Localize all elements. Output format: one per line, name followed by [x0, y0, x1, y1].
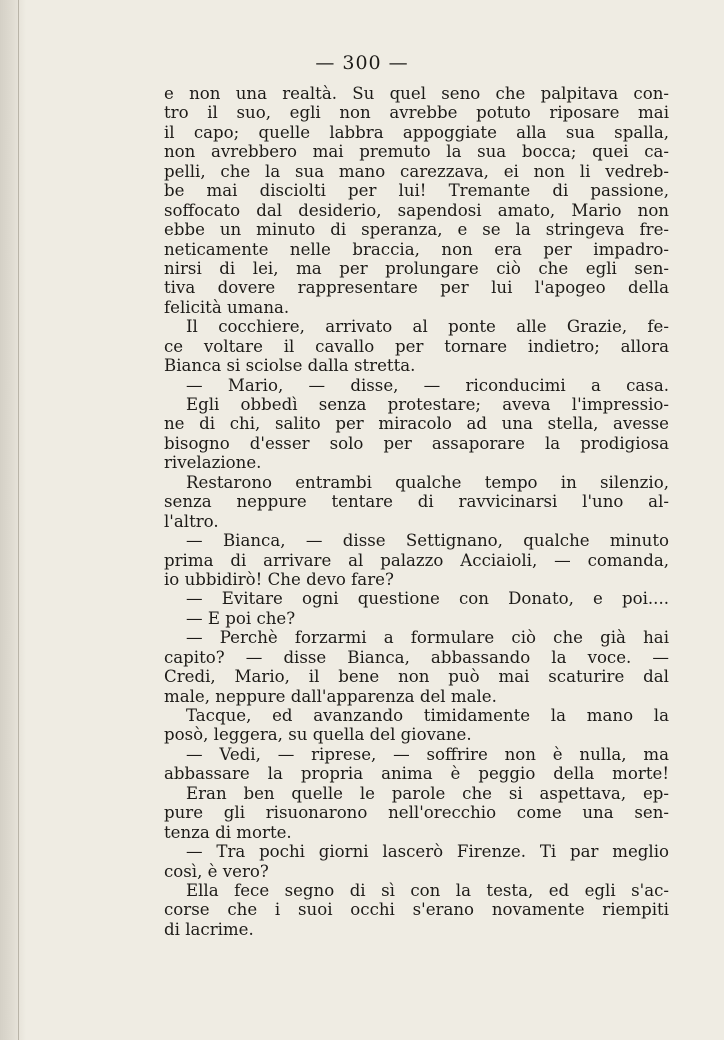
text-line: Il cocchiere, arrivato al ponte alle Grazie, fe- — [186, 317, 669, 337]
text-line: — Bianca, — disse Settignano, qualche minuto — [186, 531, 669, 551]
text-line: Eran ben quelle le parole che si aspettava, ep- — [186, 783, 669, 803]
text-line: neticamente nelle braccia, non era per impadro- — [164, 239, 669, 259]
text-line: tiva dovere rappresentare per lui l'apogeo della — [164, 278, 669, 298]
text-line: — Tra pochi giorni lascerò Firenze. Ti par meglio — [186, 842, 669, 862]
text-line: di lacrime. — [164, 919, 254, 939]
text-line: Restarono entrambi qualche tempo in silenzio, — [186, 472, 669, 492]
text-line: tenza di morte. — [164, 822, 292, 842]
text-line: bisogno d'esser solo per assaporare la prodigiosa — [164, 433, 669, 453]
text-line: Credi, Mario, il bene non può mai scaturire dal — [164, 667, 669, 687]
text-line: abbassare la propria anima è peggio della morte! — [164, 764, 669, 784]
page-number: — 300 — — [315, 52, 409, 74]
text-line: l'altro. — [164, 511, 219, 531]
text-line: corse che i suoi occhi s'erano novamente riempiti — [164, 900, 669, 920]
text-line: pelli, che la sua mano carezzava, ei non li vedreb- — [164, 161, 669, 181]
text-line: ne di chi, salito per miracolo ad una stella, avesse — [164, 414, 669, 434]
text-line: Bianca si sciolse dalla stretta. — [164, 356, 416, 376]
text-line: Egli obbedì senza protestare; aveva l'impressio- — [186, 395, 669, 414]
text-line: prima di arrivare al palazzo Acciaioli, — comanda, — [164, 550, 669, 570]
text-line: Ella fece segno di sì con la testa, ed egli s'ac- — [186, 880, 669, 900]
text-line: — Mario, — disse, — riconducimi a casa. — [186, 375, 669, 395]
page-binding-edge — [18, 0, 19, 1040]
text-line: senza neppure tentare di ravvicinarsi l'uno al- — [164, 492, 669, 512]
text-line: soffocato dal desiderio, sapendosi amato, Mario non — [164, 200, 669, 220]
text-line: posò, leggera, su quella del giovane. — [164, 725, 472, 745]
text-line: ebbe un minuto di speranza, e se la stringeva fre- — [164, 220, 669, 240]
text-line: — Evitare ogni questione con Donato, e poi.... — [186, 589, 669, 609]
text-line: ce voltare il cavallo per tornare indietro; allora — [164, 336, 669, 356]
text-line: pure gli risuonarono nell'orecchio come una sen- — [164, 803, 669, 823]
text-line: male, neppure dall'apparenza del male. — [164, 686, 497, 706]
text-line: Tacque, ed avanzando timidamente la mano la — [186, 706, 669, 725]
page-gutter-shadow — [0, 0, 26, 1040]
body-text — [164, 84, 669, 939]
text-line: felicità umana. — [164, 297, 290, 317]
text-line: tro il suo, egli non avrebbe potuto riposare mai — [164, 103, 669, 123]
text-line: — Vedi, — riprese, — soffrire non è nulla, ma — [186, 744, 669, 764]
text-line: capito? — disse Bianca, abbassando la voce. — — [164, 647, 669, 667]
text-line: il capo; quelle labbra appoggiate alla sua spalla, — [164, 122, 669, 142]
text-line: nirsi di lei, ma per prolungare ciò che egli sen- — [164, 258, 669, 278]
text-line: — Perchè forzarmi a formulare ciò che già hai — [186, 628, 669, 648]
text-line: e non una realtà. Su quel seno che palpitava con- — [164, 84, 669, 103]
text-line: io ubbidirò! Che devo fare? — [164, 569, 394, 589]
text-line: — E poi che? — [186, 608, 296, 628]
text-line: rivelazione. — [164, 453, 262, 473]
text-line: non avrebbero mai premuto la sua bocca; quei ca- — [164, 142, 669, 162]
text-line: così, è vero? — [164, 861, 269, 881]
text-line: be mai disciolti per lui! Tremante di passione, — [164, 181, 669, 201]
